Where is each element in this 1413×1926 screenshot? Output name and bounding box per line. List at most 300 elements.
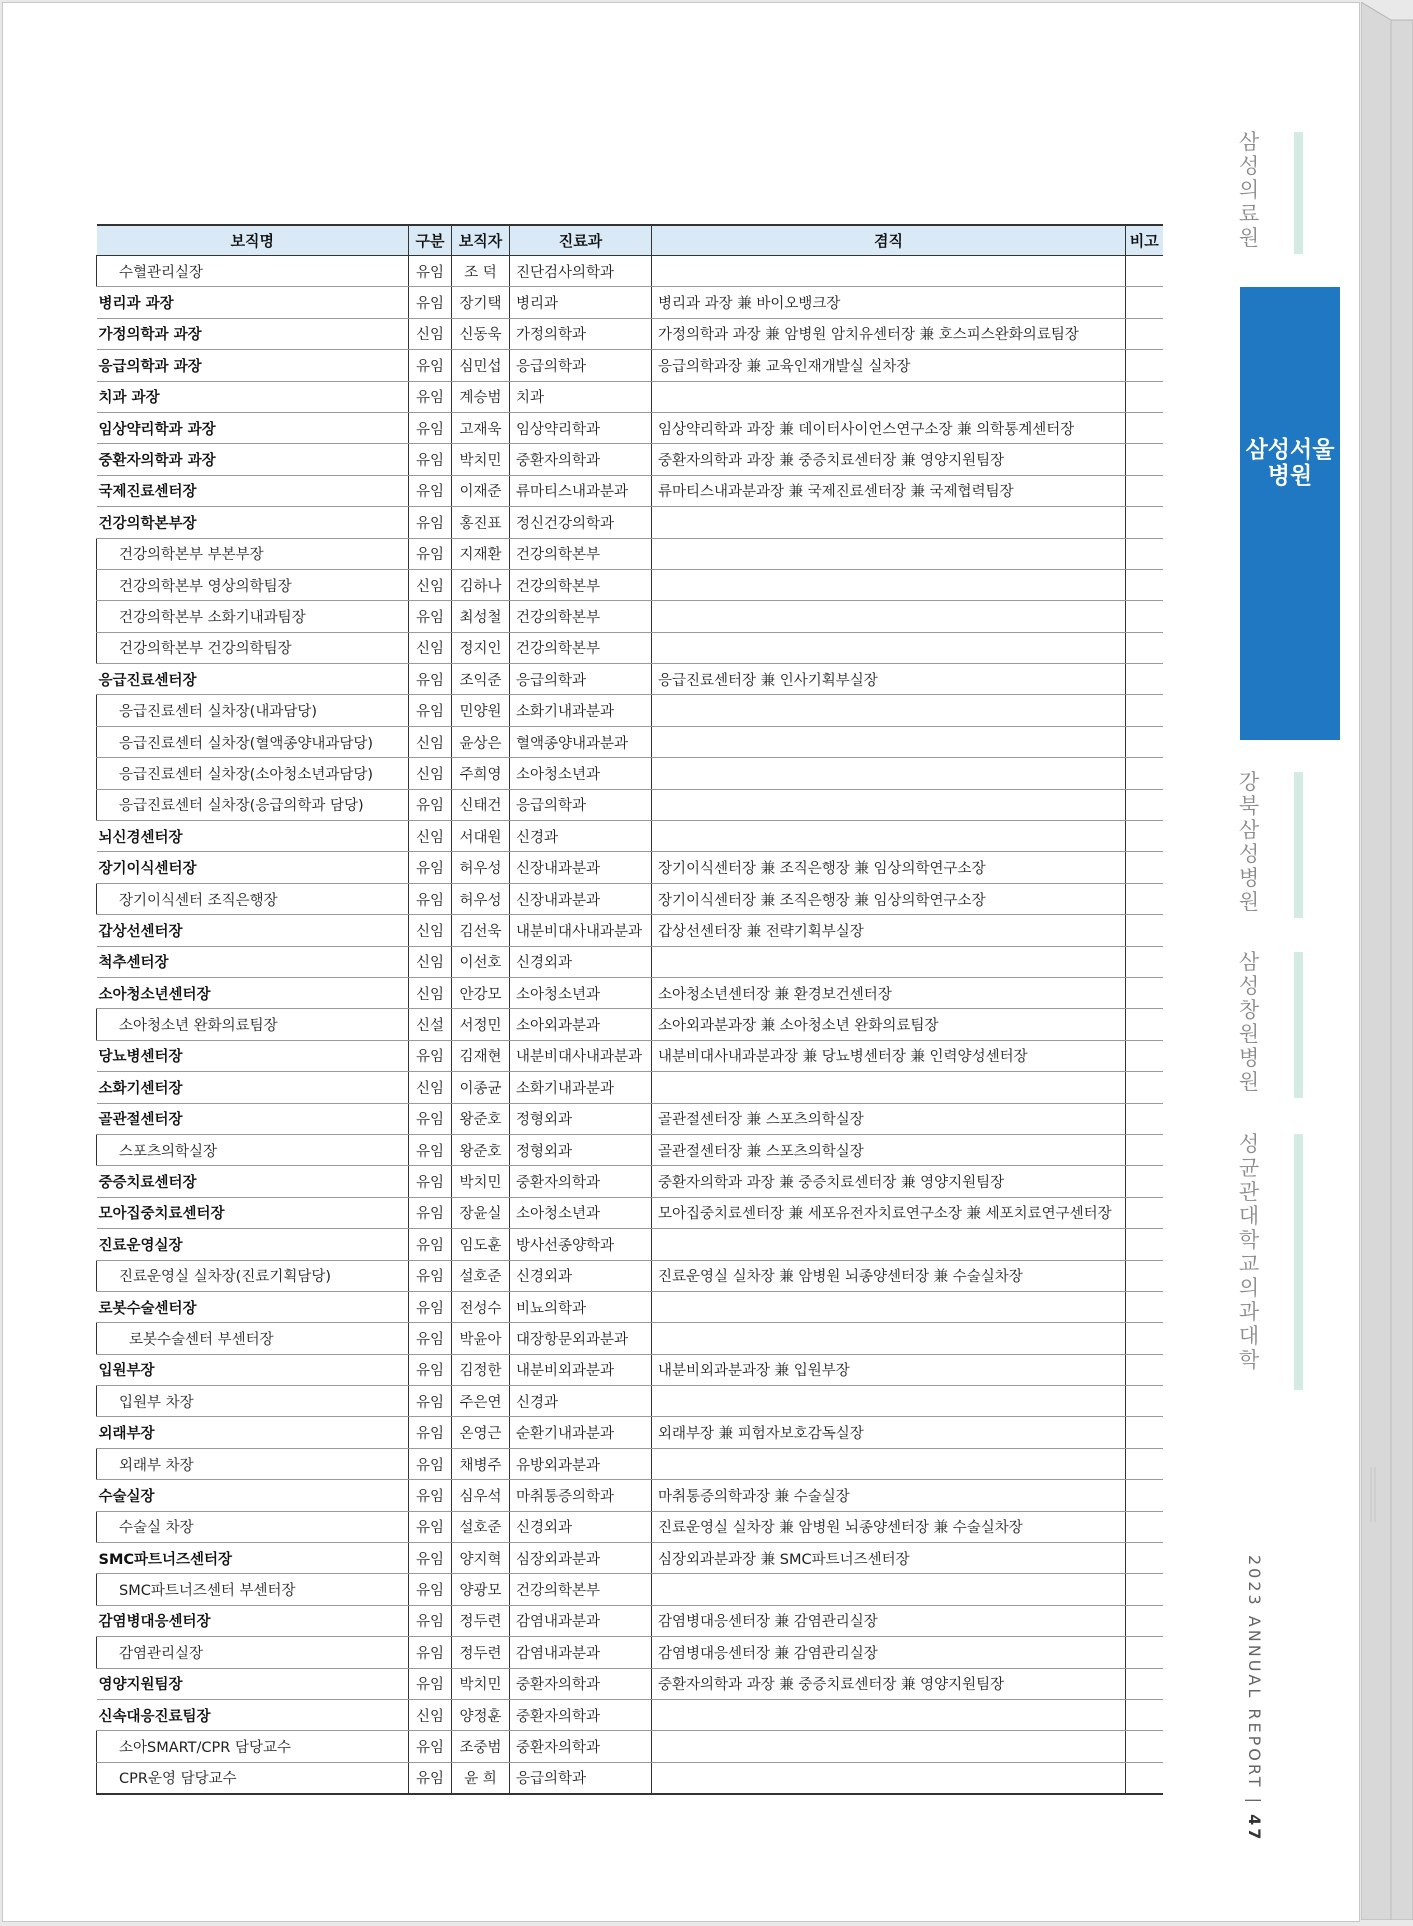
department-cell: 신경과 <box>510 821 652 852</box>
person-cell: 양정훈 <box>452 1699 510 1730</box>
department-cell: 방사선종양학과 <box>510 1229 652 1260</box>
note-cell <box>1126 1511 1163 1542</box>
type-cell: 신임 <box>409 1072 452 1103</box>
concurrent-cell: 내분비외과분과장 兼 입원부장 <box>652 1354 1126 1385</box>
concurrent-cell: 감염병대응센터장 兼 감염관리실장 <box>652 1637 1126 1668</box>
note-cell <box>1126 664 1163 695</box>
department-cell: 마취통증의학과 <box>510 1480 652 1511</box>
table-row <box>97 1386 1163 1417</box>
type-cell: 유임 <box>409 1448 452 1479</box>
department-cell: 신경외과 <box>510 1260 652 1291</box>
position-cell: 응급진료센터장 <box>97 664 409 695</box>
table-row <box>97 883 1163 914</box>
department-cell: 비뇨의학과 <box>510 1291 652 1322</box>
position-cell: 임상약리학과 과장 <box>97 412 409 443</box>
department-cell: 소아청소년과 <box>510 1197 652 1228</box>
concurrent-cell <box>652 726 1126 757</box>
type-cell: 유임 <box>409 1543 452 1574</box>
table-row <box>97 726 1163 757</box>
side-tab-seoul-hospital[interactable] <box>1240 287 1340 740</box>
table-row <box>97 1511 1163 1542</box>
position-cell: 수혈관리실장 <box>97 256 409 287</box>
person-cell: 주은연 <box>452 1386 510 1417</box>
department-cell: 정신건강의학과 <box>510 507 652 538</box>
person-cell: 심우석 <box>452 1480 510 1511</box>
concurrent-cell: 소아청소년센터장 兼 환경보건센터장 <box>652 977 1126 1008</box>
note-cell <box>1126 1417 1163 1448</box>
side-tab-label: 강북삼성병원 <box>1238 770 1260 914</box>
concurrent-cell: 모아집중치료센터장 兼 세포유전자치료연구소장 兼 세포치료연구센터장 <box>652 1197 1126 1228</box>
department-cell: 소아외과분과 <box>510 1009 652 1040</box>
department-cell: 응급의학과 <box>510 789 652 820</box>
table-row <box>97 1072 1163 1103</box>
concurrent-cell <box>652 946 1126 977</box>
concurrent-cell: 장기이식센터장 兼 조직은행장 兼 임상의학연구소장 <box>652 883 1126 914</box>
type-cell: 유임 <box>409 1605 452 1636</box>
table-row <box>97 1103 1163 1134</box>
concurrent-cell: 마취통증의학과장 兼 수술실장 <box>652 1480 1126 1511</box>
position-cell: 척추센터장 <box>97 946 409 977</box>
type-cell: 유임 <box>409 1574 452 1605</box>
department-cell: 신경과 <box>510 1386 652 1417</box>
concurrent-cell <box>652 1762 1126 1794</box>
type-cell: 유임 <box>409 695 452 726</box>
note-cell <box>1126 852 1163 883</box>
concurrent-cell: 소아외과분과장 兼 소아청소년 완화의료팀장 <box>652 1009 1126 1040</box>
side-tab-label: 삼성의료원 <box>1238 130 1260 250</box>
type-cell: 유임 <box>409 381 452 412</box>
department-cell: 응급의학과 <box>510 664 652 695</box>
table-row <box>97 1260 1163 1291</box>
concurrent-cell <box>652 569 1126 600</box>
person-cell: 계승범 <box>452 381 510 412</box>
type-cell: 신임 <box>409 915 452 946</box>
department-cell: 류마티스내과분과 <box>510 475 652 506</box>
concurrent-cell: 골관절센터장 兼 스포츠의학실장 <box>652 1103 1126 1134</box>
position-cell: 중환자의학과 과장 <box>97 444 409 475</box>
concurrent-cell <box>652 632 1126 663</box>
person-cell: 윤 희 <box>452 1762 510 1794</box>
department-cell: 가정의학과 <box>510 318 652 349</box>
header-person: 보직자 <box>452 225 510 256</box>
position-cell: 입원부 차장 <box>97 1386 409 1417</box>
table-row <box>97 287 1163 318</box>
page-curl-edge <box>1361 2 1413 1920</box>
type-cell: 신임 <box>409 977 452 1008</box>
person-cell: 조 덕 <box>452 256 510 287</box>
table-row <box>97 1699 1163 1730</box>
table-row <box>97 1731 1163 1762</box>
type-cell: 유임 <box>409 1417 452 1448</box>
position-cell: 로봇수술센터장 <box>97 1291 409 1322</box>
type-cell: 신임 <box>409 569 452 600</box>
person-cell: 박윤아 <box>452 1323 510 1354</box>
position-cell: 소화기센터장 <box>97 1072 409 1103</box>
department-cell: 병리과 <box>510 287 652 318</box>
type-cell: 유임 <box>409 883 452 914</box>
type-cell: 유임 <box>409 1386 452 1417</box>
department-cell: 신장내과분과 <box>510 883 652 914</box>
department-cell: 진단검사의학과 <box>510 256 652 287</box>
department-cell: 정형외과 <box>510 1103 652 1134</box>
table-row <box>97 1417 1163 1448</box>
type-cell: 신설 <box>409 1009 452 1040</box>
department-cell: 중환자의학과 <box>510 1699 652 1730</box>
type-cell: 유임 <box>409 1197 452 1228</box>
type-cell: 유임 <box>409 1731 452 1762</box>
table-row <box>97 915 1163 946</box>
note-cell <box>1126 475 1163 506</box>
concurrent-cell: 감염병대응센터장 兼 감염관리실장 <box>652 1605 1126 1636</box>
position-cell: 소아SMART/CPR 담당교수 <box>97 1731 409 1762</box>
concurrent-cell <box>652 1386 1126 1417</box>
type-cell: 유임 <box>409 1260 452 1291</box>
note-cell <box>1126 1762 1163 1794</box>
person-cell: 채병주 <box>452 1448 510 1479</box>
note-cell <box>1126 1197 1163 1228</box>
concurrent-cell: 장기이식센터장 兼 조직은행장 兼 임상의학연구소장 <box>652 852 1126 883</box>
person-cell: 온영근 <box>452 1417 510 1448</box>
table-row <box>97 507 1163 538</box>
person-cell: 설호준 <box>452 1511 510 1542</box>
department-cell: 감염내과분과 <box>510 1637 652 1668</box>
note-cell <box>1126 883 1163 914</box>
person-cell: 민양원 <box>452 695 510 726</box>
department-cell: 중환자의학과 <box>510 1731 652 1762</box>
position-cell: 영양지원팀장 <box>97 1668 409 1699</box>
concurrent-cell: 중환자의학과 과장 兼 중증치료센터장 兼 영양지원팀장 <box>652 444 1126 475</box>
department-cell: 혈액종양내과분과 <box>510 726 652 757</box>
note-cell <box>1126 1480 1163 1511</box>
person-cell: 장윤실 <box>452 1197 510 1228</box>
position-cell: 응급진료센터 실차장(혈액종양내과담당) <box>97 726 409 757</box>
person-cell: 박치민 <box>452 1668 510 1699</box>
concurrent-cell: 가정의학과 과장 兼 암병원 암치유센터장 兼 호스피스완화의료팀장 <box>652 318 1126 349</box>
concurrent-cell <box>652 789 1126 820</box>
person-cell: 박치민 <box>452 1166 510 1197</box>
department-cell: 대장항문외과분과 <box>510 1323 652 1354</box>
type-cell: 유임 <box>409 287 452 318</box>
department-cell: 신경외과 <box>510 946 652 977</box>
note-cell <box>1126 569 1163 600</box>
position-cell: 건강의학본부장 <box>97 507 409 538</box>
person-cell: 이선호 <box>452 946 510 977</box>
position-cell: 응급진료센터 실차장(응급의학과 담당) <box>97 789 409 820</box>
type-cell: 유임 <box>409 664 452 695</box>
type-cell: 유임 <box>409 507 452 538</box>
type-cell: 신임 <box>409 946 452 977</box>
type-cell: 신임 <box>409 821 452 852</box>
concurrent-cell: 갑상선센터장 兼 전략기획부실장 <box>652 915 1126 946</box>
position-cell: 병리과 과장 <box>97 287 409 318</box>
position-cell: 뇌신경센터장 <box>97 821 409 852</box>
concurrent-cell <box>652 538 1126 569</box>
table-row <box>97 412 1163 443</box>
table-row <box>97 632 1163 663</box>
department-cell: 건강의학본부 <box>510 538 652 569</box>
person-cell: 김정한 <box>452 1354 510 1385</box>
page-number: 47 <box>1245 1814 1264 1843</box>
table-row <box>97 538 1163 569</box>
position-cell: 골관절센터장 <box>97 1103 409 1134</box>
type-cell: 유임 <box>409 601 452 632</box>
position-cell: SMC파트너즈센터 부센터장 <box>97 1574 409 1605</box>
note-cell <box>1126 1229 1163 1260</box>
person-cell: 양광모 <box>452 1574 510 1605</box>
person-cell: 심민섭 <box>452 350 510 381</box>
type-cell: 유임 <box>409 1291 452 1322</box>
department-cell: 중환자의학과 <box>510 1166 652 1197</box>
department-cell: 건강의학본부 <box>510 569 652 600</box>
type-cell: 유임 <box>409 1668 452 1699</box>
concurrent-cell: 골관절센터장 兼 스포츠의학실장 <box>652 1134 1126 1165</box>
table-row <box>97 946 1163 977</box>
position-cell: 갑상선센터장 <box>97 915 409 946</box>
note-cell <box>1126 381 1163 412</box>
note-cell <box>1126 1699 1163 1730</box>
table-row <box>97 789 1163 820</box>
department-cell: 내분비대사내과분과 <box>510 915 652 946</box>
header-note: 비고 <box>1126 225 1163 256</box>
table-row <box>97 1448 1163 1479</box>
side-tab-bar <box>1294 1134 1303 1390</box>
side-tab-label: 성균관대학교 의과대학 <box>1238 1132 1260 1372</box>
table-row <box>97 318 1163 349</box>
person-cell: 안강모 <box>452 977 510 1008</box>
position-cell: 진료운영실 실차장(진료기획담당) <box>97 1260 409 1291</box>
note-cell <box>1126 1354 1163 1385</box>
department-cell: 내분비대사내과분과 <box>510 1040 652 1071</box>
person-cell: 최성철 <box>452 601 510 632</box>
side-tab-bar <box>1294 952 1303 1098</box>
person-cell: 고재욱 <box>452 412 510 443</box>
person-cell: 조익준 <box>452 664 510 695</box>
position-cell: CPR운영 담당교수 <box>97 1762 409 1794</box>
table-row <box>97 475 1163 506</box>
note-cell <box>1126 350 1163 381</box>
position-cell: 가정의학과 과장 <box>97 318 409 349</box>
note-cell <box>1126 1731 1163 1762</box>
note-cell <box>1126 287 1163 318</box>
concurrent-cell <box>652 601 1126 632</box>
person-cell: 김하나 <box>452 569 510 600</box>
type-cell: 신임 <box>409 318 452 349</box>
person-cell: 김재현 <box>452 1040 510 1071</box>
table-row <box>97 1166 1163 1197</box>
note-cell <box>1126 695 1163 726</box>
table-row <box>97 1762 1163 1794</box>
table-row <box>97 381 1163 412</box>
person-cell: 양지혁 <box>452 1543 510 1574</box>
table-row <box>97 1134 1163 1165</box>
note-cell <box>1126 412 1163 443</box>
table-row <box>97 1040 1163 1071</box>
note-cell <box>1126 1543 1163 1574</box>
department-cell: 건강의학본부 <box>510 1574 652 1605</box>
concurrent-cell <box>652 1291 1126 1322</box>
note-cell <box>1126 1386 1163 1417</box>
concurrent-cell: 진료운영실 실차장 兼 암병원 뇌종양센터장 兼 수술실차장 <box>652 1260 1126 1291</box>
note-cell <box>1126 256 1163 287</box>
department-cell: 심장외과분과 <box>510 1543 652 1574</box>
position-cell: SMC파트너즈센터장 <box>97 1543 409 1574</box>
note-cell <box>1126 1260 1163 1291</box>
department-cell: 순환기내과분과 <box>510 1417 652 1448</box>
department-cell: 임상약리학과 <box>510 412 652 443</box>
concurrent-cell <box>652 1448 1126 1479</box>
position-cell: 수술실장 <box>97 1480 409 1511</box>
person-cell: 허우성 <box>452 852 510 883</box>
note-cell <box>1126 1668 1163 1699</box>
position-cell: 장기이식센터장 <box>97 852 409 883</box>
side-tab-active-label: 삼성서울병원 <box>1245 437 1335 489</box>
position-cell: 외래부 차장 <box>97 1448 409 1479</box>
person-cell: 신태건 <box>452 789 510 820</box>
concurrent-cell <box>652 507 1126 538</box>
concurrent-cell <box>652 1072 1126 1103</box>
table-row <box>97 1480 1163 1511</box>
department-cell: 중환자의학과 <box>510 1668 652 1699</box>
concurrent-cell <box>652 1699 1126 1730</box>
note-cell <box>1126 1323 1163 1354</box>
position-cell: 모아집중치료센터장 <box>97 1197 409 1228</box>
table-row <box>97 1354 1163 1385</box>
note-cell <box>1126 1605 1163 1636</box>
type-cell: 유임 <box>409 1323 452 1354</box>
position-cell: 응급진료센터 실차장(소아청소년과담당) <box>97 758 409 789</box>
table-row <box>97 664 1163 695</box>
position-cell: 소아청소년센터장 <box>97 977 409 1008</box>
note-cell <box>1126 1291 1163 1322</box>
person-cell: 장기택 <box>452 287 510 318</box>
note-cell <box>1126 1040 1163 1071</box>
type-cell: 신임 <box>409 632 452 663</box>
type-cell: 유임 <box>409 412 452 443</box>
department-cell: 응급의학과 <box>510 350 652 381</box>
position-cell: 입원부장 <box>97 1354 409 1385</box>
type-cell: 유임 <box>409 1637 452 1668</box>
note-cell <box>1126 1009 1163 1040</box>
note-cell <box>1126 1134 1163 1165</box>
table-row <box>97 1668 1163 1699</box>
concurrent-cell: 류마티스내과분과장 兼 국제진료센터장 兼 국제협력팀장 <box>652 475 1126 506</box>
note-cell <box>1126 1448 1163 1479</box>
department-cell: 내분비외과분과 <box>510 1354 652 1385</box>
department-cell: 건강의학본부 <box>510 632 652 663</box>
type-cell: 유임 <box>409 1762 452 1794</box>
note-cell <box>1126 789 1163 820</box>
person-cell: 조중범 <box>452 1731 510 1762</box>
department-cell: 신경외과 <box>510 1511 652 1542</box>
concurrent-cell: 응급의학과장 兼 교육인재개발실 실차장 <box>652 350 1126 381</box>
type-cell: 유임 <box>409 1354 452 1385</box>
department-cell: 소화기내과분과 <box>510 1072 652 1103</box>
concurrent-cell: 응급진료센터장 兼 인사기획부실장 <box>652 664 1126 695</box>
position-cell: 감염병대응센터장 <box>97 1605 409 1636</box>
table-row <box>97 444 1163 475</box>
type-cell: 유임 <box>409 1103 452 1134</box>
side-tab-bar <box>1294 772 1303 918</box>
department-cell: 유방외과분과 <box>510 1448 652 1479</box>
table-row <box>97 601 1163 632</box>
concurrent-cell: 외래부장 兼 피험자보호감독실장 <box>652 1417 1126 1448</box>
table-row <box>97 1605 1163 1636</box>
position-cell: 건강의학본부 영상의학팀장 <box>97 569 409 600</box>
type-cell: 신임 <box>409 758 452 789</box>
position-cell: 건강의학본부 부본부장 <box>97 538 409 569</box>
person-cell: 왕준호 <box>452 1134 510 1165</box>
note-cell <box>1126 821 1163 852</box>
department-cell: 신장내과분과 <box>510 852 652 883</box>
concurrent-cell <box>652 758 1126 789</box>
concurrent-cell: 임상약리학과 과장 兼 데이터사이언스연구소장 兼 의학통계센터장 <box>652 412 1126 443</box>
person-cell: 신동욱 <box>452 318 510 349</box>
person-cell: 김선욱 <box>452 915 510 946</box>
concurrent-cell <box>652 1323 1126 1354</box>
person-cell: 전성수 <box>452 1291 510 1322</box>
note-cell <box>1126 726 1163 757</box>
department-cell: 치과 <box>510 381 652 412</box>
department-cell: 정형외과 <box>510 1134 652 1165</box>
department-cell: 중환자의학과 <box>510 444 652 475</box>
concurrent-cell: 중환자의학과 과장 兼 중증치료센터장 兼 영양지원팀장 <box>652 1166 1126 1197</box>
table-row <box>97 1637 1163 1668</box>
person-cell: 서정민 <box>452 1009 510 1040</box>
type-cell: 유임 <box>409 789 452 820</box>
person-cell: 왕준호 <box>452 1103 510 1134</box>
person-cell: 윤상은 <box>452 726 510 757</box>
side-tab-label: 삼성창원병원 <box>1238 950 1260 1094</box>
position-cell: 응급진료센터 실차장(내과담당) <box>97 695 409 726</box>
concurrent-cell: 내분비대사내과분과장 兼 당뇨병센터장 兼 인력양성센터장 <box>652 1040 1126 1071</box>
concurrent-cell <box>652 1574 1126 1605</box>
table-row <box>97 1291 1163 1322</box>
note-cell <box>1126 1574 1163 1605</box>
person-cell: 설호준 <box>452 1260 510 1291</box>
note-cell <box>1126 915 1163 946</box>
table-row <box>97 821 1163 852</box>
table-body <box>97 256 1163 1795</box>
type-cell: 유임 <box>409 350 452 381</box>
note-cell <box>1126 318 1163 349</box>
person-cell: 정두련 <box>452 1637 510 1668</box>
person-cell: 허우성 <box>452 883 510 914</box>
table-row <box>97 1009 1163 1040</box>
note-cell <box>1126 946 1163 977</box>
table-header-row <box>97 225 1163 256</box>
person-cell: 지재환 <box>452 538 510 569</box>
table-row <box>97 256 1163 287</box>
position-cell: 응급의학과 과장 <box>97 350 409 381</box>
side-tab-bar <box>1294 132 1303 254</box>
position-cell: 건강의학본부 소화기내과팀장 <box>97 601 409 632</box>
note-cell <box>1126 507 1163 538</box>
department-cell: 건강의학본부 <box>510 601 652 632</box>
table-row <box>97 852 1163 883</box>
table-row <box>97 1323 1163 1354</box>
note-cell <box>1126 601 1163 632</box>
table-row <box>97 1574 1163 1605</box>
position-cell: 소아청소년 완화의료팀장 <box>97 1009 409 1040</box>
note-cell <box>1126 1166 1163 1197</box>
position-cell: 로봇수술센터 부센터장 <box>97 1323 409 1354</box>
concurrent-cell: 중환자의학과 과장 兼 중증치료센터장 兼 영양지원팀장 <box>652 1668 1126 1699</box>
position-cell: 국제진료센터장 <box>97 475 409 506</box>
department-cell: 소화기내과분과 <box>510 695 652 726</box>
department-cell: 감염내과분과 <box>510 1605 652 1636</box>
type-cell: 유임 <box>409 475 452 506</box>
annual-report-text: 2023 ANNUAL REPORT | 47 <box>1245 1555 1264 1843</box>
